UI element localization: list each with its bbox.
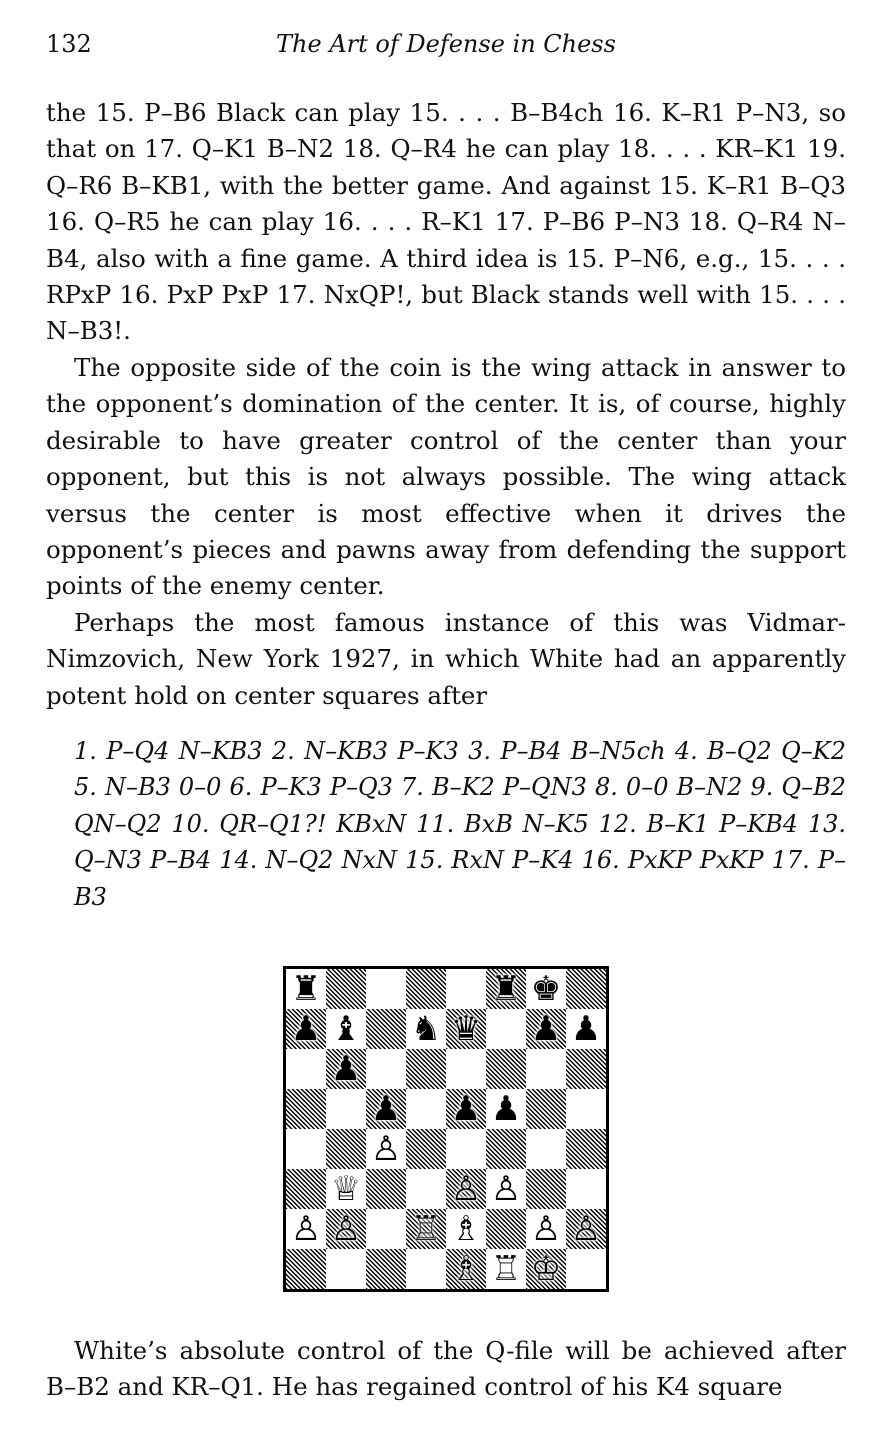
board-square xyxy=(486,1089,526,1129)
board-square xyxy=(486,1129,526,1169)
board-square xyxy=(486,969,526,1009)
board-square xyxy=(446,969,486,1009)
board-square xyxy=(286,1169,326,1209)
board-square xyxy=(366,1249,406,1289)
board-square xyxy=(566,1249,606,1289)
chess-piece: ♚ xyxy=(530,969,562,1009)
chess-piece: ♙ xyxy=(490,1169,522,1209)
board-square xyxy=(406,1249,446,1289)
board-square xyxy=(286,1089,326,1129)
board-square xyxy=(526,1089,566,1129)
chess-piece: ♕ xyxy=(330,1169,362,1209)
board-square xyxy=(566,1209,606,1249)
board-square xyxy=(446,1049,486,1089)
chess-piece: ♙ xyxy=(570,1209,602,1249)
board-square xyxy=(566,1129,606,1169)
chess-piece: ♖ xyxy=(490,1249,522,1289)
chess-piece: ♟ xyxy=(570,1009,602,1049)
chess-piece: ♙ xyxy=(330,1209,362,1249)
board-square xyxy=(526,1049,566,1089)
paragraph-2: The opposite side of the coin is the wing attack in answer to the opponent’s domination of the center. It is, of course, highly desirable to have greater control of the center than your opponent, but this is not always possible. The wing attack versus the center is most effective when it drives the opponent’s pieces and pawns away from defending the support points of the enemy center. xyxy=(46,353,846,601)
board-square xyxy=(406,969,446,1009)
board-square xyxy=(326,1209,366,1249)
chess-piece: ♟ xyxy=(530,1009,562,1049)
chess-diagram xyxy=(283,966,609,1292)
chess-piece: ♙ xyxy=(450,1169,482,1209)
board-square xyxy=(566,1049,606,1089)
chess-piece: ♔ xyxy=(530,1249,562,1289)
chess-piece: ♟ xyxy=(370,1089,402,1129)
board-square xyxy=(366,1209,406,1249)
board-square xyxy=(566,969,606,1009)
board-square xyxy=(406,1009,446,1049)
page-header xyxy=(46,30,846,66)
board-square xyxy=(406,1049,446,1089)
board-square xyxy=(326,1009,366,1049)
board-square xyxy=(566,1169,606,1209)
board-square xyxy=(406,1169,446,1209)
board-square xyxy=(326,969,366,1009)
board-square xyxy=(446,1169,486,1209)
chess-piece: ♝ xyxy=(330,1009,362,1049)
chess-piece: ♞ xyxy=(410,1009,442,1049)
board-square xyxy=(486,1249,526,1289)
board-square xyxy=(526,1129,566,1169)
board-square xyxy=(366,1009,406,1049)
board-square xyxy=(526,1169,566,1209)
board-square xyxy=(366,969,406,1009)
chess-piece: ♙ xyxy=(530,1209,562,1249)
board-square xyxy=(526,1249,566,1289)
board-square xyxy=(326,1169,366,1209)
board-square xyxy=(446,1129,486,1169)
board-square xyxy=(526,969,566,1009)
board-square xyxy=(326,1129,366,1169)
chess-piece: ♟ xyxy=(450,1089,482,1129)
board-square xyxy=(286,969,326,1009)
board-square xyxy=(446,1209,486,1249)
board-square xyxy=(566,1089,606,1129)
board-square xyxy=(486,1049,526,1089)
board-square xyxy=(406,1089,446,1129)
chess-piece: ♙ xyxy=(290,1209,322,1249)
board-square xyxy=(366,1089,406,1129)
board-square xyxy=(446,1009,486,1049)
chess-piece: ♛ xyxy=(450,1009,482,1049)
board-square xyxy=(406,1209,446,1249)
chess-piece: ♙ xyxy=(370,1129,402,1169)
running-title: The Art of Defense in Chess xyxy=(276,30,616,58)
board-square xyxy=(566,1009,606,1049)
chess-piece: ♗ xyxy=(450,1249,482,1289)
board-square xyxy=(486,1009,526,1049)
board-square xyxy=(286,1209,326,1249)
chess-piece: ♖ xyxy=(410,1209,442,1249)
board-square xyxy=(366,1049,406,1089)
board-square xyxy=(526,1009,566,1049)
paragraph-3: Perhaps the most famous instance of this was Vidmar-Nimzovich, New York 1927, in which White had an apparently potent hold on center squares after xyxy=(46,608,846,710)
board-square xyxy=(446,1089,486,1129)
paragraph-4: White’s absolute control of the Q-file will be achieved after B–B2 and KR–Q1. He has regained control of his K4 square xyxy=(46,1336,846,1402)
board-square xyxy=(326,1089,366,1129)
board-square xyxy=(446,1249,486,1289)
chess-piece: ♟ xyxy=(290,1009,322,1049)
chess-piece: ♗ xyxy=(450,1209,482,1249)
board-square xyxy=(326,1249,366,1289)
board-square xyxy=(406,1129,446,1169)
chess-piece: ♜ xyxy=(290,969,322,1009)
game-moves: 1. P–Q4 N–KB3 2. N–KB3 P–K3 3. P–B4 B–N5ch 4. B–Q2 Q–K2 5. N–B3 0–0 6. P–K3 P–Q3 7. B–K2 P–QN3 8. 0–0 B–N2 9. Q–B2 QN–Q2 10. QR–Q1?! KBxN 11. BxB N–K5 12. B–K1 P–KB4 13. Q–N3 P–B4 14. N–Q2 NxN 15. RxN P–K4 16. PxKP PxKP 17. P–B3 xyxy=(74,737,846,911)
chess-piece: ♟ xyxy=(330,1049,362,1089)
board-square xyxy=(486,1169,526,1209)
chess-piece: ♜ xyxy=(490,969,522,1009)
page-number: 132 xyxy=(46,30,92,58)
board-square xyxy=(486,1209,526,1249)
board-square xyxy=(366,1129,406,1169)
chess-piece: ♟ xyxy=(490,1089,522,1129)
board-square xyxy=(286,1129,326,1169)
board-square xyxy=(286,1249,326,1289)
board-square xyxy=(526,1209,566,1249)
board-square xyxy=(326,1049,366,1089)
board-square xyxy=(286,1009,326,1049)
board-square xyxy=(286,1049,326,1089)
paragraph-1: the 15. P–B6 Black can play 15. . . . B–B4ch 16. K–R1 P–N3, so that on 17. Q–K1 B–N2 18. Q–R4 he can play 18. . . . KR–K1 19. Q–R6 B–KB1, with the better game. And against 15. K–R1 B–Q3 16. Q–R5 he can play 16. . . . R–K1 17. P–B6 P–N3 18. Q–R4 N–B4, also with a fine game. A third idea is 15. P–N6, e.g., 15. . . . RPxP 16. PxP PxP 17. NxQP!, but Black stands well with 15. . . . N–B3!. xyxy=(46,98,846,346)
board-square xyxy=(366,1169,406,1209)
